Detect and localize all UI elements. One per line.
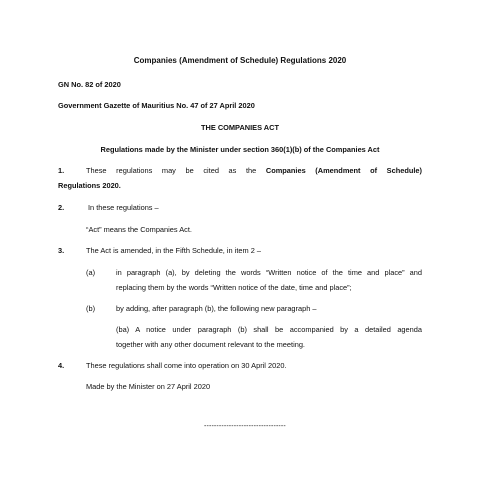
item-a-line1: in paragraph (a), by deleting the words “Written notice of the time and place” and [116,268,422,277]
section-2-definition: “Act” means the Companies Act. [86,225,192,234]
section-1-line1 [86,166,422,175]
regulations-authority: Regulations made by the Minister under section 360(1)(b) of the Companies Act [100,145,380,154]
item-a-line2: replacing them by the words “Written notice of the date, time and place”; [116,283,352,292]
section-2-number: 2. [58,203,65,212]
item-ba-line1: (ba) A notice under paragraph (b) shall be accompanied by a detailed agenda [116,325,422,334]
section-3-text: The Act is amended, in the Fifth Schedule, in item 2 – [86,246,262,255]
section-1-citation-cont: Regulations 2020. [58,181,121,190]
item-b-label: (b) [86,304,96,313]
document-title: Companies (Amendment of Schedule) Regulations 2020 [133,56,347,65]
section-1-text: These regulations may be cited as the [86,166,266,175]
signature-line: Made by the Minister on 27 April 2020 [86,382,211,391]
item-a-label: (a) [86,268,96,277]
item-b-line1: by adding, after paragraph (b), the following new paragraph – [116,304,317,313]
section-1-number: 1. [58,166,65,175]
act-heading: THE COMPANIES ACT [200,123,279,132]
section-4-text: These regulations shall come into operation on 30 April 2020. [86,361,287,370]
end-rule: --------------------------------- [204,423,286,430]
section-3-number: 3. [58,246,65,255]
gn-number: GN No. 82 of 2020 [58,80,121,89]
section-2-text: In these regulations – [88,203,159,212]
section-4-number: 4. [58,361,65,370]
section-1-citation: Companies (Amendment of Schedule) [265,166,422,175]
item-ba-line2: together with any other document relevant to the meeting. [116,340,305,349]
gazette-reference: Government Gazette of Mauritius No. 47 of 27 April 2020 [58,101,255,110]
